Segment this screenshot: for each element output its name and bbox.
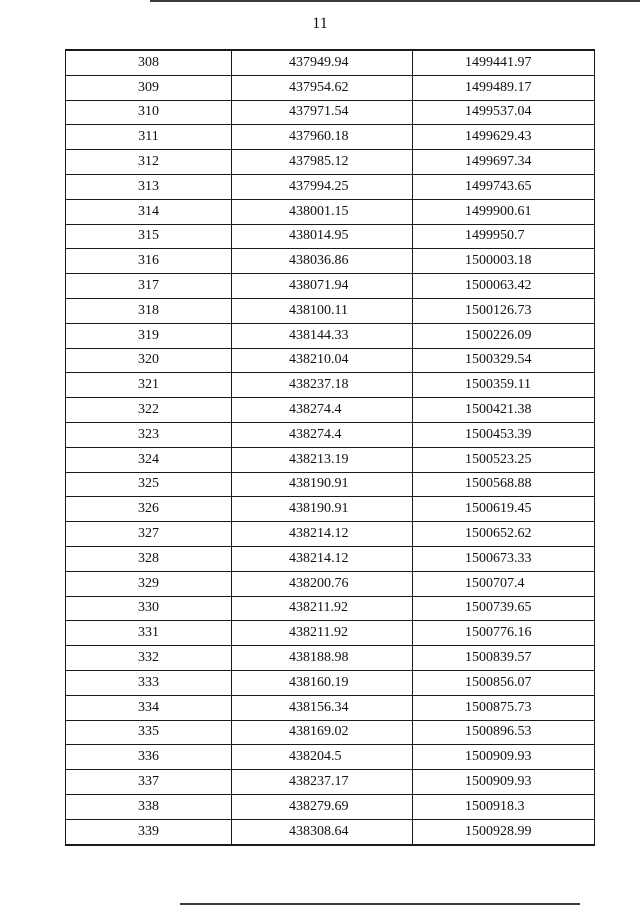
x-coordinate-cell: 437994.25 <box>232 174 413 199</box>
x-coordinate-cell: 438274.4 <box>232 398 413 423</box>
y-coordinate-cell: 1500523.25 <box>413 447 595 472</box>
x-coordinate-cell: 438071.94 <box>232 274 413 299</box>
table-row <box>66 323 595 348</box>
point-number-cell: 336 <box>66 745 232 770</box>
table-row <box>66 199 595 224</box>
table-row <box>66 373 595 398</box>
x-coordinate-cell: 437985.12 <box>232 150 413 175</box>
point-number-cell: 339 <box>66 819 232 844</box>
table-row <box>66 571 595 596</box>
point-number-cell: 311 <box>66 125 232 150</box>
y-coordinate-cell: 1500928.99 <box>413 819 595 844</box>
y-coordinate-cell: 1500856.07 <box>413 670 595 695</box>
point-number-cell: 324 <box>66 447 232 472</box>
point-number-cell: 333 <box>66 670 232 695</box>
table-row <box>66 646 595 671</box>
page-number: 11 <box>312 15 328 32</box>
point-number-cell: 315 <box>66 224 232 249</box>
x-coordinate-cell: 438211.92 <box>232 596 413 621</box>
y-coordinate-cell: 1500359.11 <box>413 373 595 398</box>
y-coordinate-cell: 1500839.57 <box>413 646 595 671</box>
table-row <box>66 695 595 720</box>
x-coordinate-cell: 438210.04 <box>232 348 413 373</box>
y-coordinate-cell: 1500329.54 <box>413 348 595 373</box>
y-coordinate-cell: 1500568.88 <box>413 472 595 497</box>
y-coordinate-cell: 1499489.17 <box>413 75 595 100</box>
x-coordinate-cell: 438274.4 <box>232 422 413 447</box>
x-coordinate-cell: 437949.94 <box>232 50 413 75</box>
point-number-cell: 328 <box>66 546 232 571</box>
y-coordinate-cell: 1500226.09 <box>413 323 595 348</box>
x-coordinate-cell: 437971.54 <box>232 100 413 125</box>
point-number-cell: 312 <box>66 150 232 175</box>
table-row <box>66 50 595 75</box>
point-number-cell: 318 <box>66 298 232 323</box>
x-coordinate-cell: 438213.19 <box>232 447 413 472</box>
coordinates-table-body <box>66 50 595 845</box>
point-number-cell: 332 <box>66 646 232 671</box>
table-row <box>66 472 595 497</box>
x-coordinate-cell: 438237.17 <box>232 770 413 795</box>
x-coordinate-cell: 438156.34 <box>232 695 413 720</box>
point-number-cell: 319 <box>66 323 232 348</box>
x-coordinate-cell: 438279.69 <box>232 794 413 819</box>
y-coordinate-cell: 1500619.45 <box>413 497 595 522</box>
y-coordinate-cell: 1500063.42 <box>413 274 595 299</box>
point-number-cell: 338 <box>66 794 232 819</box>
table-row <box>66 348 595 373</box>
x-coordinate-cell: 438190.91 <box>232 497 413 522</box>
point-number-cell: 316 <box>66 249 232 274</box>
table-row <box>66 497 595 522</box>
table-row <box>66 670 595 695</box>
table-row <box>66 745 595 770</box>
x-coordinate-cell: 438214.12 <box>232 522 413 547</box>
table-row <box>66 174 595 199</box>
point-number-cell: 314 <box>66 199 232 224</box>
table-row <box>66 794 595 819</box>
point-number-cell: 327 <box>66 522 232 547</box>
x-coordinate-cell: 438308.64 <box>232 819 413 844</box>
point-number-cell: 335 <box>66 720 232 745</box>
x-coordinate-cell: 438160.19 <box>232 670 413 695</box>
scan-edge-top <box>150 0 640 2</box>
table-row <box>66 447 595 472</box>
table-row <box>66 125 595 150</box>
table-row <box>66 100 595 125</box>
table-row <box>66 249 595 274</box>
point-number-cell: 337 <box>66 770 232 795</box>
point-number-cell: 321 <box>66 373 232 398</box>
x-coordinate-cell: 438169.02 <box>232 720 413 745</box>
point-number-cell: 322 <box>66 398 232 423</box>
table-row <box>66 522 595 547</box>
y-coordinate-cell: 1499537.04 <box>413 100 595 125</box>
table-row <box>66 770 595 795</box>
table-row <box>66 720 595 745</box>
point-number-cell: 334 <box>66 695 232 720</box>
y-coordinate-cell: 1500453.39 <box>413 422 595 447</box>
y-coordinate-cell: 1500918.3 <box>413 794 595 819</box>
table-row <box>66 596 595 621</box>
table-row <box>66 422 595 447</box>
y-coordinate-cell: 1500776.16 <box>413 621 595 646</box>
point-number-cell: 323 <box>66 422 232 447</box>
x-coordinate-cell: 438144.33 <box>232 323 413 348</box>
y-coordinate-cell: 1499697.34 <box>413 150 595 175</box>
y-coordinate-cell: 1499900.61 <box>413 199 595 224</box>
y-coordinate-cell: 1499950.7 <box>413 224 595 249</box>
y-coordinate-cell: 1500707.4 <box>413 571 595 596</box>
point-number-cell: 330 <box>66 596 232 621</box>
x-coordinate-cell: 438014.95 <box>232 224 413 249</box>
point-number-cell: 325 <box>66 472 232 497</box>
x-coordinate-cell: 438211.92 <box>232 621 413 646</box>
point-number-cell: 317 <box>66 274 232 299</box>
point-number-cell: 320 <box>66 348 232 373</box>
y-coordinate-cell: 1500673.33 <box>413 546 595 571</box>
point-number-cell: 308 <box>66 50 232 75</box>
x-coordinate-cell: 438200.76 <box>232 571 413 596</box>
y-coordinate-cell: 1500652.62 <box>413 522 595 547</box>
x-coordinate-cell: 438001.15 <box>232 199 413 224</box>
point-number-cell: 313 <box>66 174 232 199</box>
x-coordinate-cell: 438100.11 <box>232 298 413 323</box>
y-coordinate-cell: 1500421.38 <box>413 398 595 423</box>
point-number-cell: 310 <box>66 100 232 125</box>
table-row <box>66 621 595 646</box>
table-row <box>66 75 595 100</box>
x-coordinate-cell: 438188.98 <box>232 646 413 671</box>
table-row <box>66 224 595 249</box>
table-row <box>66 150 595 175</box>
point-number-cell: 326 <box>66 497 232 522</box>
table-row <box>66 298 595 323</box>
table-row <box>66 546 595 571</box>
x-coordinate-cell: 438036.86 <box>232 249 413 274</box>
y-coordinate-cell: 1499441.97 <box>413 50 595 75</box>
point-number-cell: 309 <box>66 75 232 100</box>
x-coordinate-cell: 438214.12 <box>232 546 413 571</box>
y-coordinate-cell: 1500739.65 <box>413 596 595 621</box>
x-coordinate-cell: 438237.18 <box>232 373 413 398</box>
x-coordinate-cell: 438204.5 <box>232 745 413 770</box>
coordinates-table <box>65 49 595 846</box>
y-coordinate-cell: 1500875.73 <box>413 695 595 720</box>
point-number-cell: 331 <box>66 621 232 646</box>
point-number-cell: 329 <box>66 571 232 596</box>
x-coordinate-cell: 437954.62 <box>232 75 413 100</box>
y-coordinate-cell: 1500909.93 <box>413 770 595 795</box>
y-coordinate-cell: 1499629.43 <box>413 125 595 150</box>
y-coordinate-cell: 1500896.53 <box>413 720 595 745</box>
y-coordinate-cell: 1500126.73 <box>413 298 595 323</box>
table-row <box>66 819 595 844</box>
y-coordinate-cell: 1500003.18 <box>413 249 595 274</box>
table-row <box>66 398 595 423</box>
table-row <box>66 274 595 299</box>
x-coordinate-cell: 437960.18 <box>232 125 413 150</box>
y-coordinate-cell: 1499743.65 <box>413 174 595 199</box>
x-coordinate-cell: 438190.91 <box>232 472 413 497</box>
y-coordinate-cell: 1500909.93 <box>413 745 595 770</box>
